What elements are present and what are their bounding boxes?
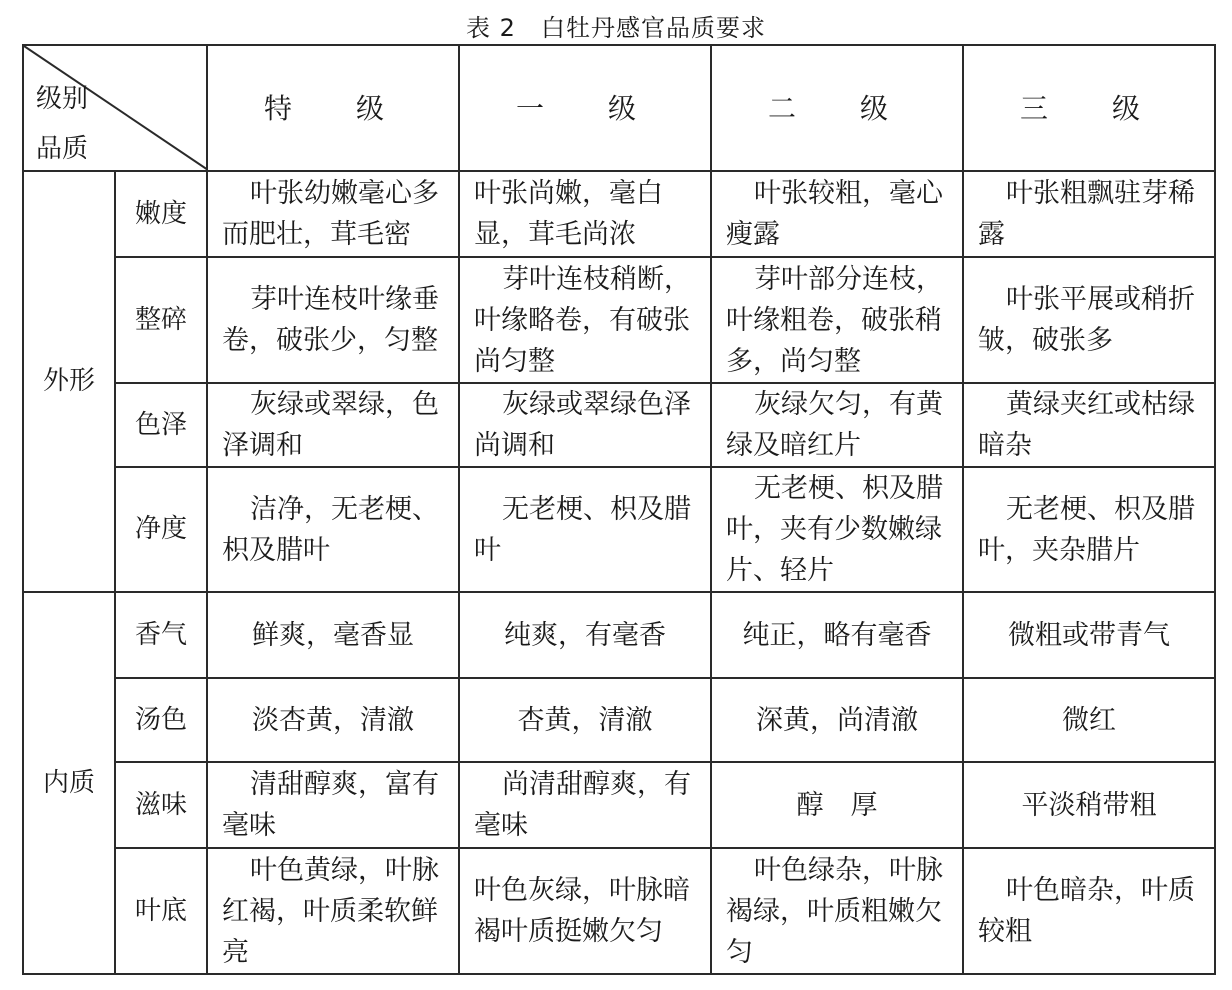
table-cell: 鲜爽，毫香显 bbox=[207, 592, 459, 678]
table-cell: 芽叶连枝稍断，叶缘略卷，有破张尚匀整 bbox=[459, 257, 711, 383]
table-cell: 叶色绿杂，叶脉褐绿，叶质粗嫩欠匀 bbox=[711, 848, 963, 974]
table-cell: 叶色暗杂，叶质较粗 bbox=[963, 848, 1215, 974]
table-title: 表 2 白牡丹感官品质要求 bbox=[466, 14, 766, 42]
table-cell: 醇 厚 bbox=[711, 762, 963, 848]
table-cell: 洁净，无老梗、枳及腊叶 bbox=[207, 467, 459, 592]
table-row bbox=[23, 383, 1215, 467]
category-inner-quality: 内质 bbox=[23, 592, 115, 974]
table-cell: 芽叶部分连枝，叶缘粗卷，破张稍多，尚匀整 bbox=[711, 257, 963, 383]
table-row bbox=[23, 592, 1215, 678]
header-grade-special: 特 级 bbox=[207, 45, 459, 171]
table-cell: 叶张幼嫩毫心多而肥壮，茸毛密 bbox=[207, 171, 459, 257]
table-cell: 尚清甜醇爽，有毫味 bbox=[459, 762, 711, 848]
table-cell: 清甜醇爽，富有毫味 bbox=[207, 762, 459, 848]
table-row bbox=[23, 848, 1215, 974]
table-row bbox=[23, 257, 1215, 383]
table-cell: 杏黄，清澈 bbox=[459, 678, 711, 762]
category-appearance: 外形 bbox=[23, 171, 115, 592]
table-cell: 叶张较粗，毫心瘦露 bbox=[711, 171, 963, 257]
attribute-label: 色泽 bbox=[115, 383, 207, 467]
grade-requirements-table bbox=[22, 44, 1216, 975]
table-cell: 纯爽，有毫香 bbox=[459, 592, 711, 678]
attribute-label: 净度 bbox=[115, 467, 207, 592]
attribute-label: 叶底 bbox=[115, 848, 207, 974]
table-cell: 黄绿夹红或枯绿暗杂 bbox=[963, 383, 1215, 467]
table-cell: 微粗或带青气 bbox=[963, 592, 1215, 678]
table-cell: 叶色灰绿，叶脉暗褐叶质挺嫩欠匀 bbox=[459, 848, 711, 974]
table-cell: 灰绿或翠绿色泽尚调和 bbox=[459, 383, 711, 467]
corner-label-grade: 级别 bbox=[36, 84, 89, 114]
attribute-label: 整碎 bbox=[115, 257, 207, 383]
table-row bbox=[23, 678, 1215, 762]
table-cell: 深黄，尚清澈 bbox=[711, 678, 963, 762]
table-cell: 无老梗、枳及腊叶 bbox=[459, 467, 711, 592]
corner-cell bbox=[23, 45, 207, 171]
attribute-label: 香气 bbox=[115, 592, 207, 678]
table-cell: 平淡稍带粗 bbox=[963, 762, 1215, 848]
table-cell: 无老梗、枳及腊叶，夹有少数嫩绿片、轻片 bbox=[711, 467, 963, 592]
table-cell: 纯正，略有毫香 bbox=[711, 592, 963, 678]
table-cell: 灰绿欠匀，有黄绿及暗红片 bbox=[711, 383, 963, 467]
table-cell: 灰绿或翠绿，色泽调和 bbox=[207, 383, 459, 467]
header-grade-2: 二 级 bbox=[711, 45, 963, 171]
table-cell: 芽叶连枝叶缘垂卷，破张少，匀整 bbox=[207, 257, 459, 383]
corner-label-quality: 品质 bbox=[36, 134, 89, 164]
table-cell: 叶张尚嫩，毫白显，茸毛尚浓 bbox=[459, 171, 711, 257]
table-cell: 微红 bbox=[963, 678, 1215, 762]
table-cell: 叶色黄绿，叶脉红褐，叶质柔软鲜亮 bbox=[207, 848, 459, 974]
attribute-label: 汤色 bbox=[115, 678, 207, 762]
table-row bbox=[23, 467, 1215, 592]
table-cell: 淡杏黄，清澈 bbox=[207, 678, 459, 762]
header-row bbox=[23, 45, 1215, 171]
header-grade-3: 三 级 bbox=[963, 45, 1215, 171]
attribute-label: 滋味 bbox=[115, 762, 207, 848]
header-grade-1: 一 级 bbox=[459, 45, 711, 171]
table-row bbox=[23, 762, 1215, 848]
table-cell: 无老梗、枳及腊叶，夹杂腊片 bbox=[963, 467, 1215, 592]
attribute-label: 嫩度 bbox=[115, 171, 207, 257]
table-cell: 叶张粗飘驻芽稀露 bbox=[963, 171, 1215, 257]
table-row bbox=[23, 171, 1215, 257]
table-cell: 叶张平展或稍折皱，破张多 bbox=[963, 257, 1215, 383]
